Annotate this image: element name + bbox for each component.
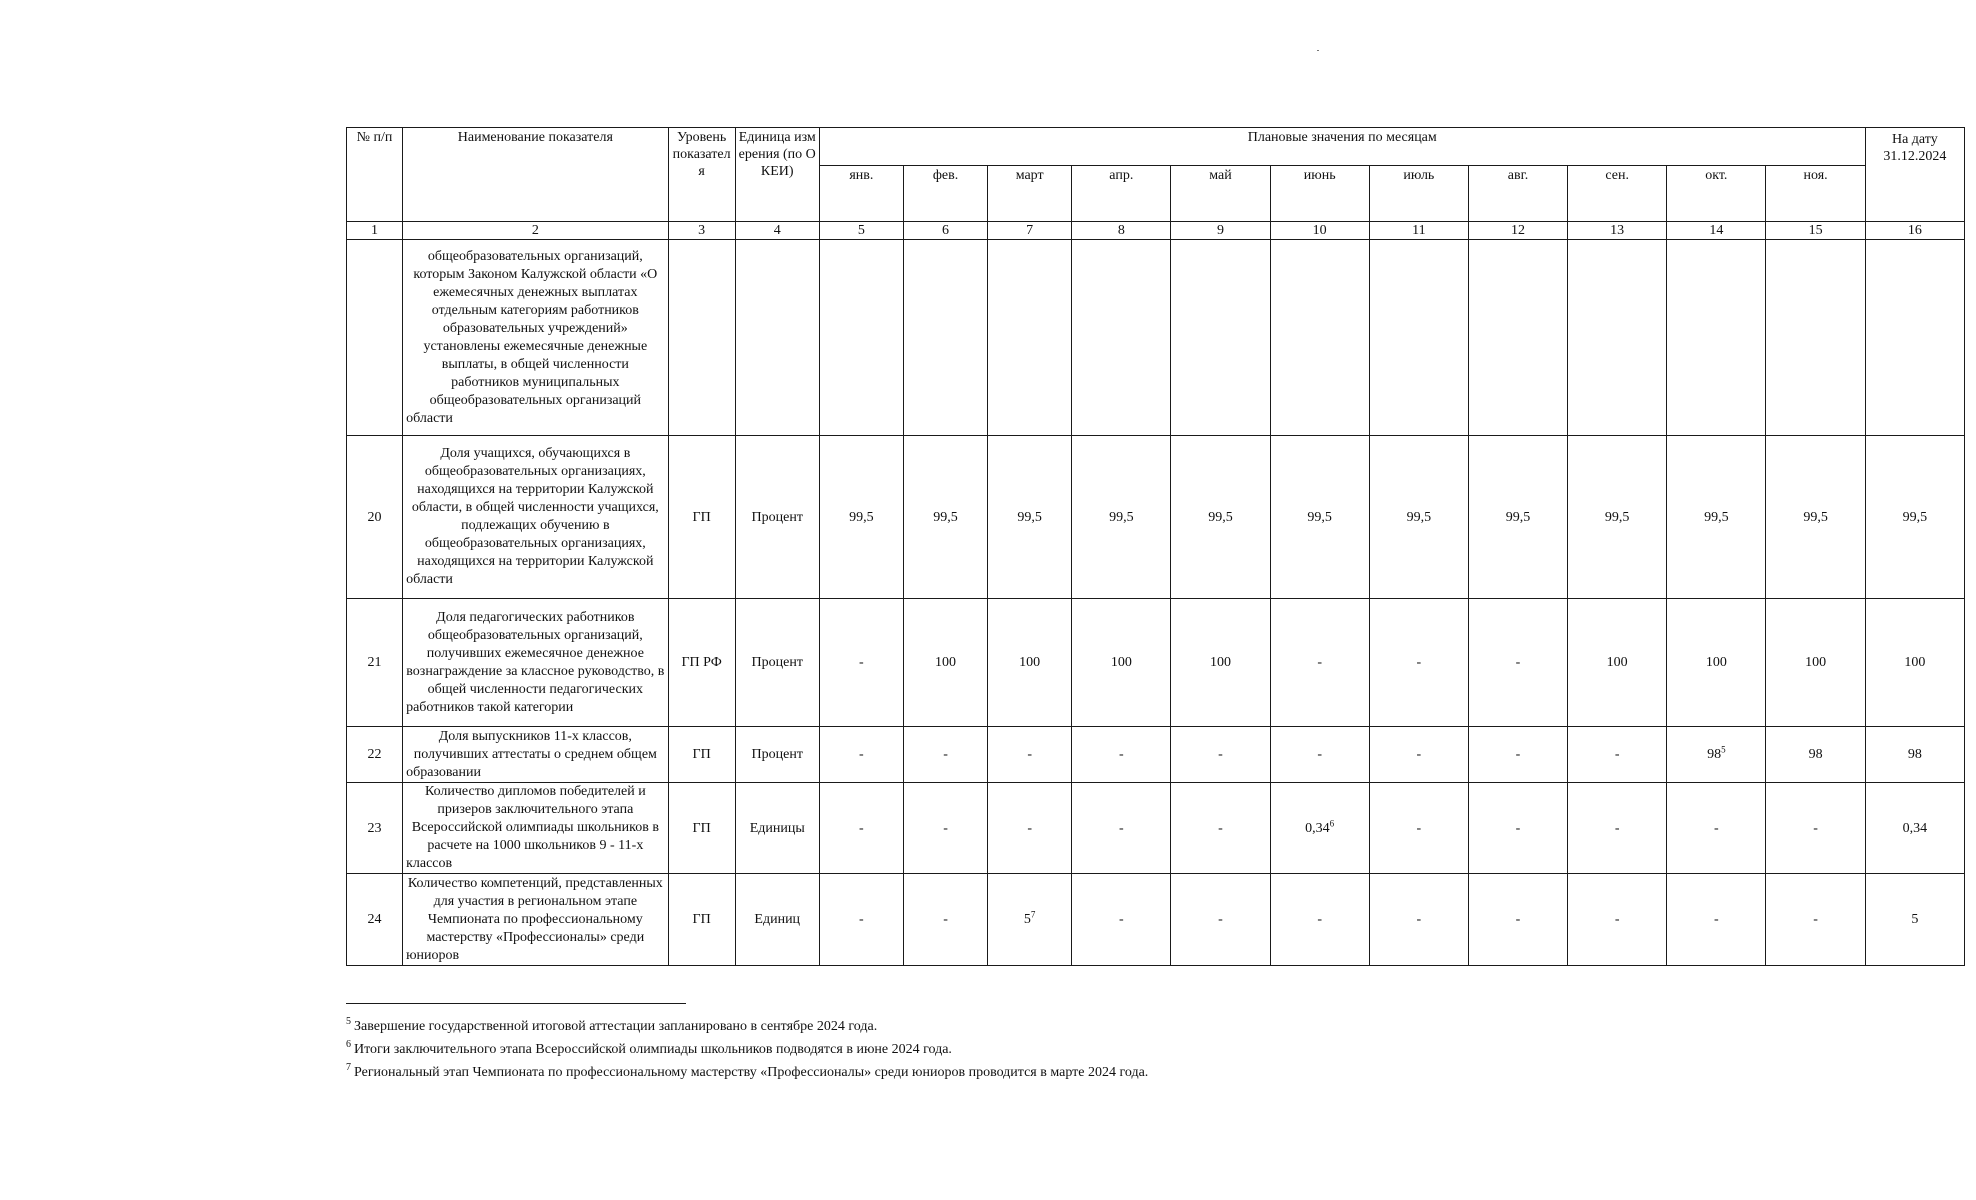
- header-month: окт.: [1667, 166, 1766, 222]
- row-num: 20: [347, 436, 403, 599]
- header-month: июль: [1369, 166, 1468, 222]
- header-month: апр.: [1072, 166, 1171, 222]
- month-value: -: [1270, 599, 1369, 727]
- header-month: сен.: [1568, 166, 1667, 222]
- column-number: 10: [1270, 222, 1369, 240]
- month-value: -: [903, 874, 987, 966]
- row-level: ГП: [668, 436, 735, 599]
- month-value: 99,5: [988, 436, 1072, 599]
- month-value: -: [1568, 874, 1667, 966]
- month-value: -: [1468, 599, 1567, 727]
- row-unit: Единицы: [735, 783, 819, 874]
- row-num: 24: [347, 874, 403, 966]
- month-value: [1568, 240, 1667, 436]
- header-month: фев.: [903, 166, 987, 222]
- footnote-number: 7: [346, 1062, 351, 1073]
- month-value: -: [988, 727, 1072, 783]
- month-value: [1667, 727, 1766, 783]
- row-level: ГП: [668, 727, 735, 783]
- month-value: 100: [1667, 599, 1766, 727]
- month-value: 100: [1766, 599, 1865, 727]
- month-value: 99,5: [1270, 436, 1369, 599]
- month-value: [1766, 240, 1865, 436]
- indicator-name: Доля учащихся, обучающихся в общеобразовательных организациях, находящихся на территории Калужской области, в общей численности учащихся, подлежащих обучению в общеобразовательных организациях, находящихся на территории Калужской области: [403, 436, 668, 599]
- month-value: 99,5: [1468, 436, 1567, 599]
- footnote: [346, 1038, 1148, 1061]
- column-number: 16: [1865, 222, 1964, 240]
- row-num: 21: [347, 599, 403, 727]
- month-value-text: 5: [1023, 912, 1031, 927]
- row-level: [668, 240, 735, 436]
- table-row: [347, 240, 1965, 436]
- column-number: 13: [1568, 222, 1667, 240]
- footnote-mark: 5: [1721, 744, 1726, 755]
- column-number-row: [347, 222, 1965, 240]
- month-value: -: [819, 874, 903, 966]
- column-number: 6: [903, 222, 987, 240]
- total-value: 98: [1865, 727, 1964, 783]
- table-row: [347, 599, 1965, 727]
- month-value: -: [1072, 783, 1171, 874]
- month-value: -: [1171, 874, 1270, 966]
- column-number: 5: [819, 222, 903, 240]
- indicator-name: Доля педагогических работников общеобразовательных организаций, получивших ежемесячное денежное вознаграждение за классное руководство, в общей численности педагогических работников такой категории: [403, 599, 668, 727]
- month-value: -: [1270, 727, 1369, 783]
- header-month: авг.: [1468, 166, 1567, 222]
- total-value: [1865, 240, 1964, 436]
- month-value: -: [903, 727, 987, 783]
- column-number: 11: [1369, 222, 1468, 240]
- row-unit: Единиц: [735, 874, 819, 966]
- month-value: 100: [1072, 599, 1171, 727]
- month-value: 99,5: [1568, 436, 1667, 599]
- row-num: [347, 240, 403, 436]
- total-value: 100: [1865, 599, 1964, 727]
- header-plan: Плановые значения по месяцам: [819, 128, 1865, 166]
- month-value-text: 98: [1707, 747, 1722, 762]
- month-value: -: [988, 783, 1072, 874]
- month-value: 99,5: [903, 436, 987, 599]
- column-number: 9: [1171, 222, 1270, 240]
- month-value: -: [819, 599, 903, 727]
- footnote: [346, 1061, 1148, 1084]
- month-value: -: [1072, 874, 1171, 966]
- month-value: [1270, 783, 1369, 874]
- month-value: -: [903, 783, 987, 874]
- month-value: -: [1369, 727, 1468, 783]
- indicator-name: Количество компетенций, представленных для участия в региональном этапе Чемпионата по профессиональному мастерству «Профессионалы» среди юниоров: [403, 874, 668, 966]
- month-value: -: [1667, 874, 1766, 966]
- month-value: -: [1568, 783, 1667, 874]
- month-value: 100: [1568, 599, 1667, 727]
- month-value: [1667, 240, 1766, 436]
- month-value: -: [1468, 727, 1567, 783]
- indicator-name: Доля выпускников 11-х классов, получивших аттестаты о среднем общем образовании: [403, 727, 668, 783]
- header-month: янв.: [819, 166, 903, 222]
- month-value: -: [1766, 783, 1865, 874]
- month-value: -: [1270, 874, 1369, 966]
- row-num: 23: [347, 783, 403, 874]
- column-number: 1: [347, 222, 403, 240]
- month-value: [1270, 240, 1369, 436]
- column-number: 14: [1667, 222, 1766, 240]
- month-value-text: 0,34: [1305, 820, 1330, 836]
- table-row: [347, 783, 1965, 874]
- column-number: 3: [668, 222, 735, 240]
- row-unit: Процент: [735, 727, 819, 783]
- column-number: 4: [735, 222, 819, 240]
- month-value: 99,5: [819, 436, 903, 599]
- month-value: 100: [1171, 599, 1270, 727]
- row-level: ГП РФ: [668, 599, 735, 727]
- month-value: [1468, 240, 1567, 436]
- row-level: ГП: [668, 874, 735, 966]
- footnote-mark: 7: [1030, 909, 1036, 920]
- month-value: [988, 874, 1072, 966]
- row-unit: Процент: [735, 436, 819, 599]
- total-value: 5: [1865, 874, 1964, 966]
- month-value: -: [1369, 783, 1468, 874]
- month-value: -: [1468, 783, 1567, 874]
- scan-speck: [1317, 50, 1319, 51]
- column-number: 12: [1468, 222, 1567, 240]
- month-value: -: [1468, 874, 1567, 966]
- header-name: Наименование показателя: [403, 128, 668, 222]
- header-row: [347, 128, 1965, 166]
- indicator-name: общеобразовательных организаций, которым Законом Калужской области «О ежемесячных денежных выплатах отдельным категориям работников образовательных учреждений» установлены ежемесячные денежные выплаты, в общей численности работников муниципальных общеобразовательных организаций области: [403, 240, 668, 436]
- footnote-number: 5: [346, 1016, 351, 1027]
- header-month: июнь: [1270, 166, 1369, 222]
- month-value: -: [1171, 783, 1270, 874]
- month-value: 99,5: [1171, 436, 1270, 599]
- month-value: -: [1568, 727, 1667, 783]
- total-value: 99,5: [1865, 436, 1964, 599]
- row-num: 22: [347, 727, 403, 783]
- month-value: [1369, 240, 1468, 436]
- table-row: [347, 436, 1965, 599]
- header-level: Уровень показателя: [668, 128, 735, 222]
- row-unit: Процент: [735, 599, 819, 727]
- month-value: -: [1667, 783, 1766, 874]
- month-value: -: [1766, 874, 1865, 966]
- month-value: 98: [1766, 727, 1865, 783]
- column-number: 7: [988, 222, 1072, 240]
- header-num: № п/п: [347, 128, 403, 222]
- month-value: -: [1171, 727, 1270, 783]
- month-value: -: [1369, 599, 1468, 727]
- month-value: -: [819, 727, 903, 783]
- footnote-separator: [346, 1003, 686, 1004]
- month-value: [988, 240, 1072, 436]
- row-unit: [735, 240, 819, 436]
- footnote-text: Итоги заключительного этапа Всероссийской олимпиады школьников подводятся в июне 2024 года.: [354, 1042, 952, 1057]
- month-value: [1171, 240, 1270, 436]
- month-value: 99,5: [1766, 436, 1865, 599]
- indicator-name: Количество дипломов победителей и призеров заключительного этапа Всероссийской олимпиады школьников в расчете на 1000 школьников 9 - 11-х классов: [403, 783, 668, 874]
- header-month: март: [988, 166, 1072, 222]
- month-value: 99,5: [1072, 436, 1171, 599]
- table-row: [347, 874, 1965, 966]
- month-value: 99,5: [1369, 436, 1468, 599]
- month-value: -: [1072, 727, 1171, 783]
- row-level: ГП: [668, 783, 735, 874]
- month-value: [819, 240, 903, 436]
- total-value: 0,34: [1865, 783, 1964, 874]
- header-month: май: [1171, 166, 1270, 222]
- footnotes: [346, 1015, 1148, 1084]
- plan-table: [346, 127, 1965, 966]
- column-number: 2: [403, 222, 668, 240]
- footnote-number: 6: [346, 1039, 351, 1050]
- footnote: [346, 1015, 1148, 1038]
- month-value: [1072, 240, 1171, 436]
- month-value: -: [1369, 874, 1468, 966]
- month-value: 99,5: [1667, 436, 1766, 599]
- column-number: 8: [1072, 222, 1171, 240]
- footnote-text: Завершение государственной итоговой аттестации запланировано в сентябре 2024 года.: [354, 1019, 878, 1034]
- month-value: -: [819, 783, 903, 874]
- footnote-mark: 6: [1329, 817, 1335, 828]
- header-month: ноя.: [1766, 166, 1865, 222]
- footnote-text: Региональный этап Чемпионата по профессиональному мастерству «Профессионалы» среди юниоров проводится в марте 2024 года.: [354, 1065, 1149, 1080]
- month-value: 100: [903, 599, 987, 727]
- header-date: На дату 31.12.2024: [1865, 128, 1964, 222]
- month-value: [903, 240, 987, 436]
- month-value: 100: [988, 599, 1072, 727]
- header-unit: Единица измерения (по ОКЕИ): [735, 128, 819, 222]
- table-row: [347, 727, 1965, 783]
- column-number: 15: [1766, 222, 1865, 240]
